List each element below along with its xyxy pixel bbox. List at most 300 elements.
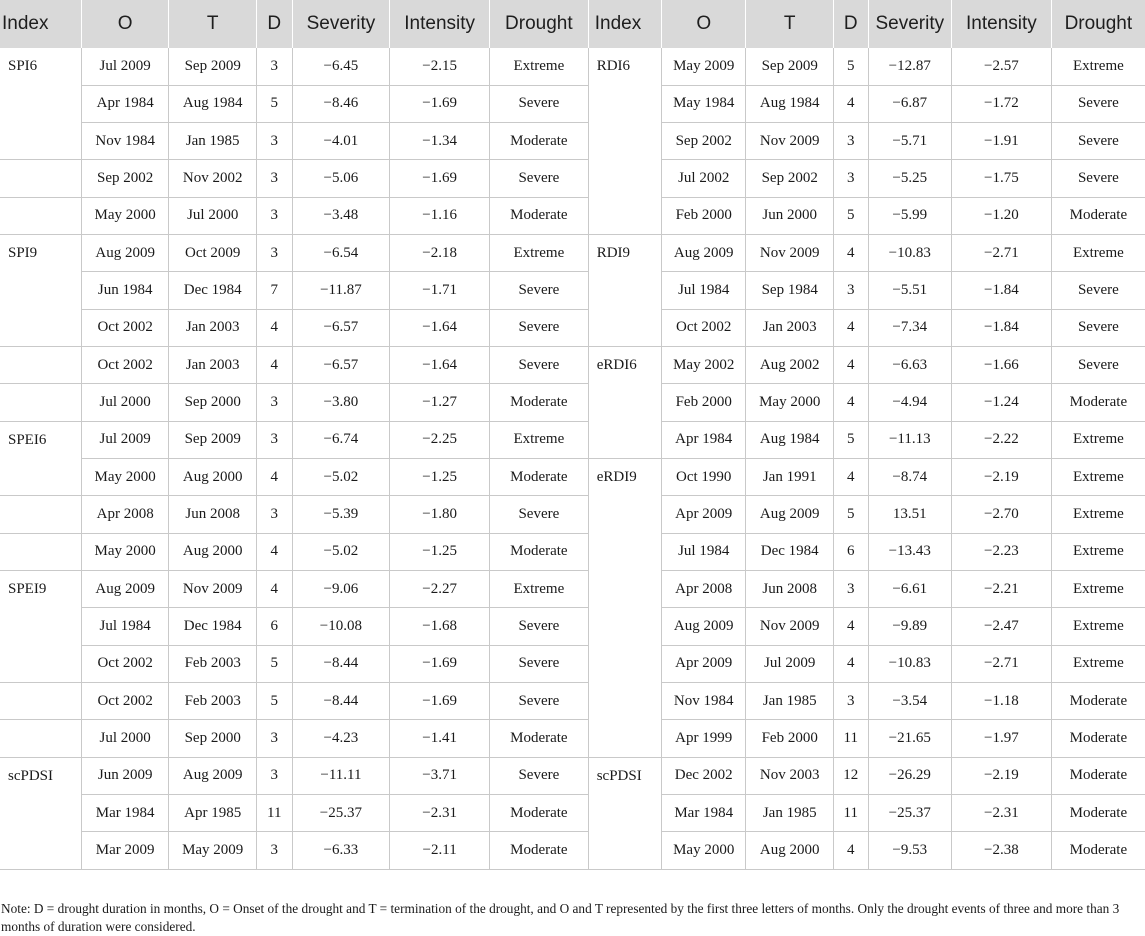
drought-class-cell: Moderate [1051,832,1145,869]
duration-cell: 5 [833,48,868,85]
termination-cell: Dec 1984 [746,533,834,570]
drought-class-cell: Severe [490,496,589,533]
duration-cell: 3 [256,123,292,160]
intensity-cell: −1.18 [952,683,1052,720]
col-header-severity-right: Severity [868,0,951,48]
duration-cell: 3 [256,757,292,794]
termination-cell: Aug 2000 [746,832,834,869]
onset-cell: May 2000 [81,533,169,570]
duration-cell: 3 [256,197,292,234]
onset-cell: Apr 2008 [81,496,169,533]
severity-cell: −3.54 [868,683,951,720]
drought-class-cell: Severe [1051,347,1145,384]
severity-cell: −8.46 [292,85,390,122]
duration-cell: 3 [833,123,868,160]
severity-cell: −6.45 [292,48,390,85]
intensity-cell: −2.18 [390,235,490,272]
onset-cell: Oct 2002 [81,309,169,346]
severity-cell: −10.83 [868,235,951,272]
table-row [0,85,1145,122]
termination-cell: Aug 1984 [746,85,834,122]
intensity-cell: −1.69 [390,160,490,197]
drought-class-cell: Extreme [1051,48,1145,85]
onset-cell: Jul 1984 [661,533,745,570]
table-row [0,496,1145,533]
onset-cell: May 2002 [661,347,745,384]
intensity-cell: −1.16 [390,197,490,234]
onset-cell: Oct 2002 [81,645,169,682]
severity-cell: −9.53 [868,832,951,869]
termination-cell: Feb 2000 [746,720,834,757]
duration-cell: 4 [256,571,292,608]
col-header-duration-right: D [833,0,868,48]
onset-cell: Dec 2002 [661,757,745,794]
onset-cell: Jul 2009 [81,48,169,85]
intensity-cell: −1.20 [952,197,1052,234]
onset-cell: Mar 1984 [661,795,745,832]
termination-cell: Jul 2000 [169,197,257,234]
duration-cell: 3 [256,720,292,757]
drought-class-cell: Extreme [1051,235,1145,272]
termination-cell: Aug 2002 [746,347,834,384]
intensity-cell: −1.64 [390,309,490,346]
intensity-cell: −3.71 [390,757,490,794]
severity-cell: −4.94 [868,384,951,421]
intensity-cell: −2.57 [952,48,1052,85]
table-row [0,384,1145,421]
severity-cell: −6.54 [292,235,390,272]
drought-class-cell: Moderate [490,197,589,234]
duration-cell: 4 [833,85,868,122]
intensity-cell: −1.84 [952,272,1052,309]
onset-cell: Aug 2009 [661,608,745,645]
onset-cell: Jul 2000 [81,720,169,757]
severity-cell: −11.11 [292,757,390,794]
col-header-drought-right: Drought [1051,0,1145,48]
duration-cell: 4 [833,384,868,421]
drought-class-cell: Severe [490,160,589,197]
onset-cell: Apr 2009 [661,645,745,682]
table-row [0,123,1145,160]
severity-cell: −9.06 [292,571,390,608]
termination-cell: Nov 2009 [746,123,834,160]
onset-cell: May 1984 [661,85,745,122]
drought-class-cell: Extreme [490,421,589,458]
onset-cell: Jul 2000 [81,384,169,421]
intensity-cell: −1.41 [390,720,490,757]
severity-cell: −6.61 [868,571,951,608]
onset-cell: Jul 1984 [661,272,745,309]
table-row [0,160,1145,197]
termination-cell: Dec 1984 [169,608,257,645]
col-header-duration: D [256,0,292,48]
intensity-cell: −1.27 [390,384,490,421]
onset-cell: Apr 2008 [661,571,745,608]
onset-cell: May 2009 [661,48,745,85]
onset-cell: Sep 2002 [81,160,169,197]
termination-cell: Feb 2003 [169,683,257,720]
intensity-cell: −1.66 [952,347,1052,384]
duration-cell: 5 [256,645,292,682]
table-row [0,459,1145,496]
intensity-cell: −1.80 [390,496,490,533]
duration-cell: 4 [256,459,292,496]
duration-cell: 4 [833,459,868,496]
termination-cell: Aug 2009 [169,757,257,794]
termination-cell: Jun 2008 [746,571,834,608]
col-header-termination-right: T [746,0,834,48]
onset-cell: Oct 2002 [661,309,745,346]
onset-cell: Aug 2009 [81,571,169,608]
termination-cell: Jan 1991 [746,459,834,496]
onset-cell: May 2000 [661,832,745,869]
drought-class-cell: Extreme [1051,645,1145,682]
severity-cell: −4.01 [292,123,390,160]
table-row [0,571,1145,608]
duration-cell: 5 [833,496,868,533]
termination-cell: Sep 2000 [169,720,257,757]
drought-class-cell: Moderate [1051,197,1145,234]
onset-cell: Apr 1984 [81,85,169,122]
col-header-index-right: Index [588,0,661,48]
table-body [0,48,1145,869]
severity-cell: −5.06 [292,160,390,197]
table-row [0,608,1145,645]
termination-cell: Jan 1985 [746,795,834,832]
drought-class-cell: Severe [490,347,589,384]
intensity-cell: −2.15 [390,48,490,85]
duration-cell: 11 [256,795,292,832]
intensity-cell: −1.69 [390,645,490,682]
duration-cell: 3 [833,571,868,608]
drought-class-cell: Severe [1051,85,1145,122]
duration-cell: 6 [256,608,292,645]
onset-cell: Mar 1984 [81,795,169,832]
severity-cell: −21.65 [868,720,951,757]
duration-cell: 3 [833,683,868,720]
intensity-cell: −2.23 [952,533,1052,570]
severity-cell: −7.34 [868,309,951,346]
drought-class-cell: Severe [1051,309,1145,346]
severity-cell: −13.43 [868,533,951,570]
table-row [0,48,1145,85]
severity-cell: −5.02 [292,459,390,496]
intensity-cell: −1.68 [390,608,490,645]
drought-class-cell: Extreme [1051,608,1145,645]
termination-cell: Nov 2002 [169,160,257,197]
severity-cell: −25.37 [868,795,951,832]
intensity-cell: −1.91 [952,123,1052,160]
index-cell: SPI6 [0,48,81,160]
drought-class-cell: Severe [490,683,589,720]
table-row [0,309,1145,346]
severity-cell: −6.63 [868,347,951,384]
onset-cell: Jun 2009 [81,757,169,794]
severity-cell: −5.51 [868,272,951,309]
table-row [0,197,1145,234]
termination-cell: Sep 2009 [169,421,257,458]
intensity-cell: −2.21 [952,571,1052,608]
termination-cell: Nov 2009 [746,235,834,272]
onset-cell: Aug 2009 [81,235,169,272]
index-cell: eRDI6 [588,347,661,459]
index-cell [0,347,81,384]
table-note: Note: D = drought duration in months, O = Onset of the drought and T = termination of the drought, and O and T represented by the first three letters of months. Only the drought events of three and more than 3 months of duration were considered. [1,901,1120,934]
severity-cell: −26.29 [868,757,951,794]
severity-cell: −5.25 [868,160,951,197]
duration-cell: 5 [833,421,868,458]
termination-cell: Jan 2003 [169,309,257,346]
drought-class-cell: Extreme [1051,571,1145,608]
termination-cell: Oct 2009 [169,235,257,272]
severity-cell: −8.44 [292,683,390,720]
intensity-cell: −1.34 [390,123,490,160]
onset-cell: Nov 1984 [661,683,745,720]
termination-cell: Jan 2003 [169,347,257,384]
onset-cell: Oct 1990 [661,459,745,496]
duration-cell: 4 [833,309,868,346]
intensity-cell: −1.69 [390,85,490,122]
onset-cell: Jul 1984 [81,608,169,645]
table-row [0,272,1145,309]
drought-class-cell: Moderate [490,720,589,757]
intensity-cell: −1.64 [390,347,490,384]
drought-class-cell: Moderate [490,533,589,570]
termination-cell: Aug 2000 [169,459,257,496]
duration-cell: 11 [833,795,868,832]
col-header-termination: T [169,0,257,48]
intensity-cell: −2.19 [952,757,1052,794]
duration-cell: 12 [833,757,868,794]
severity-cell: −3.80 [292,384,390,421]
table-row [0,832,1145,869]
severity-cell: −5.39 [292,496,390,533]
termination-cell: Sep 2009 [746,48,834,85]
table-row [0,683,1145,720]
termination-cell: Jan 2003 [746,309,834,346]
intensity-cell: −1.97 [952,720,1052,757]
table-row [0,235,1145,272]
intensity-cell: −1.25 [390,459,490,496]
severity-cell: −6.87 [868,85,951,122]
severity-cell: −10.83 [868,645,951,682]
duration-cell: 6 [833,533,868,570]
intensity-cell: −1.84 [952,309,1052,346]
index-cell [0,533,81,570]
termination-cell: Aug 2009 [746,496,834,533]
severity-cell: −6.33 [292,832,390,869]
drought-class-cell: Severe [1051,123,1145,160]
drought-class-cell: Severe [490,645,589,682]
termination-cell: May 2009 [169,832,257,869]
duration-cell: 7 [256,272,292,309]
duration-cell: 11 [833,720,868,757]
drought-class-cell: Moderate [1051,720,1145,757]
onset-cell: Feb 2000 [661,384,745,421]
termination-cell: Jan 1985 [169,123,257,160]
col-header-onset: O [81,0,169,48]
drought-class-cell: Moderate [490,795,589,832]
index-cell: scPDSI [588,757,661,869]
onset-cell: Oct 2002 [81,683,169,720]
onset-cell: Apr 1999 [661,720,745,757]
severity-cell: −11.13 [868,421,951,458]
severity-cell: −5.71 [868,123,951,160]
intensity-cell: −2.25 [390,421,490,458]
intensity-cell: −2.31 [390,795,490,832]
col-header-drought: Drought [490,0,589,48]
termination-cell: Sep 2009 [169,48,257,85]
termination-cell: Nov 2003 [746,757,834,794]
intensity-cell: −1.25 [390,533,490,570]
intensity-cell: −1.69 [390,683,490,720]
duration-cell: 4 [256,347,292,384]
drought-class-cell: Moderate [490,459,589,496]
onset-cell: Aug 2009 [661,235,745,272]
intensity-cell: −1.72 [952,85,1052,122]
duration-cell: 4 [256,533,292,570]
table-row [0,347,1145,384]
duration-cell: 4 [833,832,868,869]
severity-cell: −8.44 [292,645,390,682]
index-cell [0,197,81,234]
severity-cell: −6.74 [292,421,390,458]
intensity-cell: −2.27 [390,571,490,608]
duration-cell: 3 [256,48,292,85]
table-row [0,421,1145,458]
severity-cell: −11.87 [292,272,390,309]
termination-cell: Sep 2002 [746,160,834,197]
severity-cell: −8.74 [868,459,951,496]
drought-class-cell: Severe [490,608,589,645]
drought-class-cell: Severe [490,757,589,794]
duration-cell: 3 [256,496,292,533]
col-header-severity: Severity [292,0,390,48]
col-header-intensity: Intensity [390,0,490,48]
drought-class-cell: Moderate [490,832,589,869]
severity-cell: −3.48 [292,197,390,234]
termination-cell: Jun 2008 [169,496,257,533]
index-cell: SPI9 [0,235,81,347]
drought-class-cell: Moderate [1051,384,1145,421]
intensity-cell: −1.24 [952,384,1052,421]
table-row [0,533,1145,570]
drought-class-cell: Moderate [490,384,589,421]
table-row [0,795,1145,832]
intensity-cell: −2.11 [390,832,490,869]
drought-class-cell: Moderate [1051,683,1145,720]
duration-cell: 4 [833,608,868,645]
severity-cell: −6.57 [292,347,390,384]
col-header-index: Index [0,0,81,48]
onset-cell: Oct 2002 [81,347,169,384]
onset-cell: Feb 2000 [661,197,745,234]
intensity-cell: −1.75 [952,160,1052,197]
intensity-cell: −1.71 [390,272,490,309]
severity-cell: −4.23 [292,720,390,757]
duration-cell: 4 [833,235,868,272]
duration-cell: 3 [256,235,292,272]
duration-cell: 5 [833,197,868,234]
drought-class-cell: Extreme [1051,533,1145,570]
onset-cell: Apr 2009 [661,496,745,533]
col-header-intensity-right: Intensity [952,0,1052,48]
onset-cell: Jul 2002 [661,160,745,197]
duration-cell: 5 [256,683,292,720]
duration-cell: 3 [256,832,292,869]
drought-class-cell: Extreme [490,48,589,85]
drought-class-cell: Extreme [1051,421,1145,458]
intensity-cell: −2.71 [952,645,1052,682]
duration-cell: 4 [833,347,868,384]
termination-cell: Nov 2009 [169,571,257,608]
onset-cell: May 2000 [81,197,169,234]
onset-cell: Apr 1984 [661,421,745,458]
duration-cell: 3 [256,160,292,197]
drought-class-cell: Moderate [1051,757,1145,794]
intensity-cell: −2.19 [952,459,1052,496]
drought-class-cell: Severe [490,85,589,122]
intensity-cell: −2.71 [952,235,1052,272]
index-cell: RDI9 [588,235,661,347]
severity-cell: 13.51 [868,496,951,533]
index-cell: SPEI9 [0,571,81,683]
drought-class-cell: Extreme [490,571,589,608]
severity-cell: −12.87 [868,48,951,85]
onset-cell: May 2000 [81,459,169,496]
index-cell: RDI6 [588,48,661,235]
onset-cell: Jun 1984 [81,272,169,309]
drought-class-cell: Severe [1051,160,1145,197]
duration-cell: 4 [833,645,868,682]
index-cell [0,496,81,533]
index-cell [0,720,81,757]
termination-cell: Feb 2003 [169,645,257,682]
termination-cell: Jan 1985 [746,683,834,720]
duration-cell: 3 [833,272,868,309]
termination-cell: Dec 1984 [169,272,257,309]
table-row [0,757,1145,794]
onset-cell: Sep 2002 [661,123,745,160]
termination-cell: Jul 2009 [746,645,834,682]
termination-cell: Sep 2000 [169,384,257,421]
onset-cell: Mar 2009 [81,832,169,869]
drought-class-cell: Severe [490,272,589,309]
termination-cell: Aug 1984 [746,421,834,458]
onset-cell: Jul 2009 [81,421,169,458]
table-row [0,720,1145,757]
severity-cell: −5.02 [292,533,390,570]
drought-class-cell: Moderate [490,123,589,160]
drought-class-cell: Severe [490,309,589,346]
severity-cell: −6.57 [292,309,390,346]
drought-class-cell: Moderate [1051,795,1145,832]
drought-class-cell: Extreme [490,235,589,272]
intensity-cell: −2.47 [952,608,1052,645]
intensity-cell: −2.22 [952,421,1052,458]
duration-cell: 3 [256,421,292,458]
drought-class-cell: Extreme [1051,496,1145,533]
intensity-cell: −2.70 [952,496,1052,533]
termination-cell: Jun 2000 [746,197,834,234]
index-cell: scPDSI [0,757,81,869]
duration-cell: 4 [256,309,292,346]
drought-class-cell: Severe [1051,272,1145,309]
intensity-cell: −2.38 [952,832,1052,869]
duration-cell: 5 [256,85,292,122]
onset-cell: Nov 1984 [81,123,169,160]
index-cell [0,683,81,720]
